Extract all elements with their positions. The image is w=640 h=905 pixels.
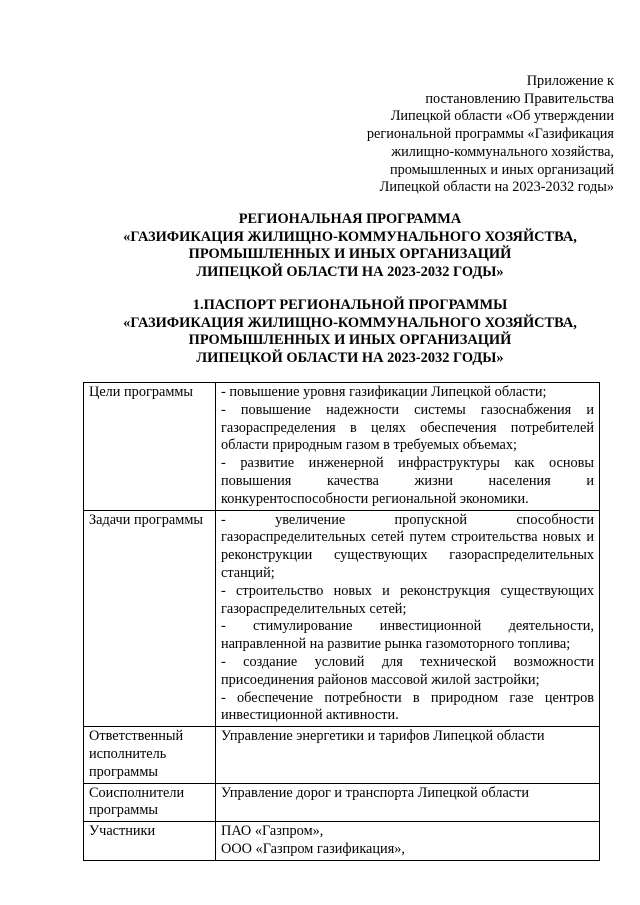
list-item: - стимулирование инвестиционной деятельности, направленной на развитие рынка газомоторного топлива; (221, 618, 594, 653)
table-row-tasks (84, 510, 600, 727)
row-content (216, 510, 600, 727)
appendix-line: Липецкой области «Об утверждении (390, 108, 614, 125)
list-item: - обеспечение потребности в природном газе центров инвестиционной активности. (221, 689, 594, 724)
list-item: ПАО «Газпром», (221, 823, 324, 840)
appendix-line: промышленных и иных организаций (389, 161, 614, 178)
list-item: - повышение надежности системы газоснабжения и газораспределения в целях обеспечения потребителей области природным газом в требуемых объемах; (221, 401, 594, 454)
row-label: Задачи программы (84, 510, 216, 727)
row-label: Цели программы (84, 383, 216, 511)
table-row-participants (84, 822, 600, 861)
row-content (216, 383, 600, 511)
program-title-line: ПРОМЫШЛЕННЫХ И ИНЫХ ОРГАНИЗАЦИЙ (188, 246, 512, 263)
list-item: - создание условий для технической возможности присоединения районов массовой жилой застройки; (221, 653, 594, 688)
list-item: - развитие инженерной инфраструктуры как основы повышения качества жизни населения и конкурентоспособности региональной экономики. (221, 455, 594, 507)
passport-title-line: «ГАЗИФИКАЦИЯ ЖИЛИЩНО-КОММУНАЛЬНОГО ХОЗЯЙСТВА, (123, 314, 577, 331)
appendix-line: жилищно-коммунального хозяйства, (391, 143, 614, 160)
list-item: ООО «Газпром газификация», (221, 840, 405, 857)
appendix-line: постановлению Правительства (425, 90, 614, 107)
passport-title-line: 1.ПАСПОРТ РЕГИОНАЛЬНОЙ ПРОГРАММЫ (192, 297, 508, 313)
row-label: Соисполнители программы (84, 783, 216, 822)
table-row-co-executors (84, 783, 600, 822)
passport-title-line: ПРОМЫШЛЕННЫХ И ИНЫХ ОРГАНИЗАЦИЙ (188, 332, 512, 349)
appendix-line: Приложение к (526, 73, 614, 89)
program-title (40, 211, 640, 281)
list-item: - строительство новых и реконструкция существующих газораспределительных сетей; (221, 582, 594, 617)
passport-table (83, 382, 600, 861)
list-item: Управление дорог и транспорта Липецкой области (221, 784, 530, 801)
appendix-line: Липецкой области на 2023-2032 годы» (379, 179, 614, 196)
list-item: - повышение уровня газификации Липецкой области; (221, 384, 547, 400)
list-item: Управление энергетики и тарифов Липецкой области (221, 728, 545, 745)
row-content (216, 727, 600, 783)
list-item: - увеличение пропускной способности газораспределительных сетей путем строительства новых и реконструкции существующих газораспределительных станций; (221, 511, 594, 581)
row-label: Участники (84, 822, 216, 861)
row-label: Ответственный исполнитель программы (84, 727, 216, 783)
row-content (216, 783, 600, 822)
table-row-goals (84, 383, 600, 511)
table-row-responsible (84, 727, 600, 783)
appendix-note (367, 73, 614, 197)
passport-title-line: ЛИПЕЦКОЙ ОБЛАСТИ НА 2023-2032 ГОДЫ» (196, 349, 504, 366)
program-title-line: РЕГИОНАЛЬНАЯ ПРОГРАММА (238, 211, 462, 227)
row-content (216, 822, 600, 861)
appendix-line: региональной программы «Газификация (366, 126, 614, 143)
program-title-line: ЛИПЕЦКОЙ ОБЛАСТИ НА 2023-2032 ГОДЫ» (196, 263, 504, 280)
program-title-line: «ГАЗИФИКАЦИЯ ЖИЛИЩНО-КОММУНАЛЬНОГО ХОЗЯЙСТВА, (123, 228, 577, 245)
passport-title (40, 297, 640, 367)
